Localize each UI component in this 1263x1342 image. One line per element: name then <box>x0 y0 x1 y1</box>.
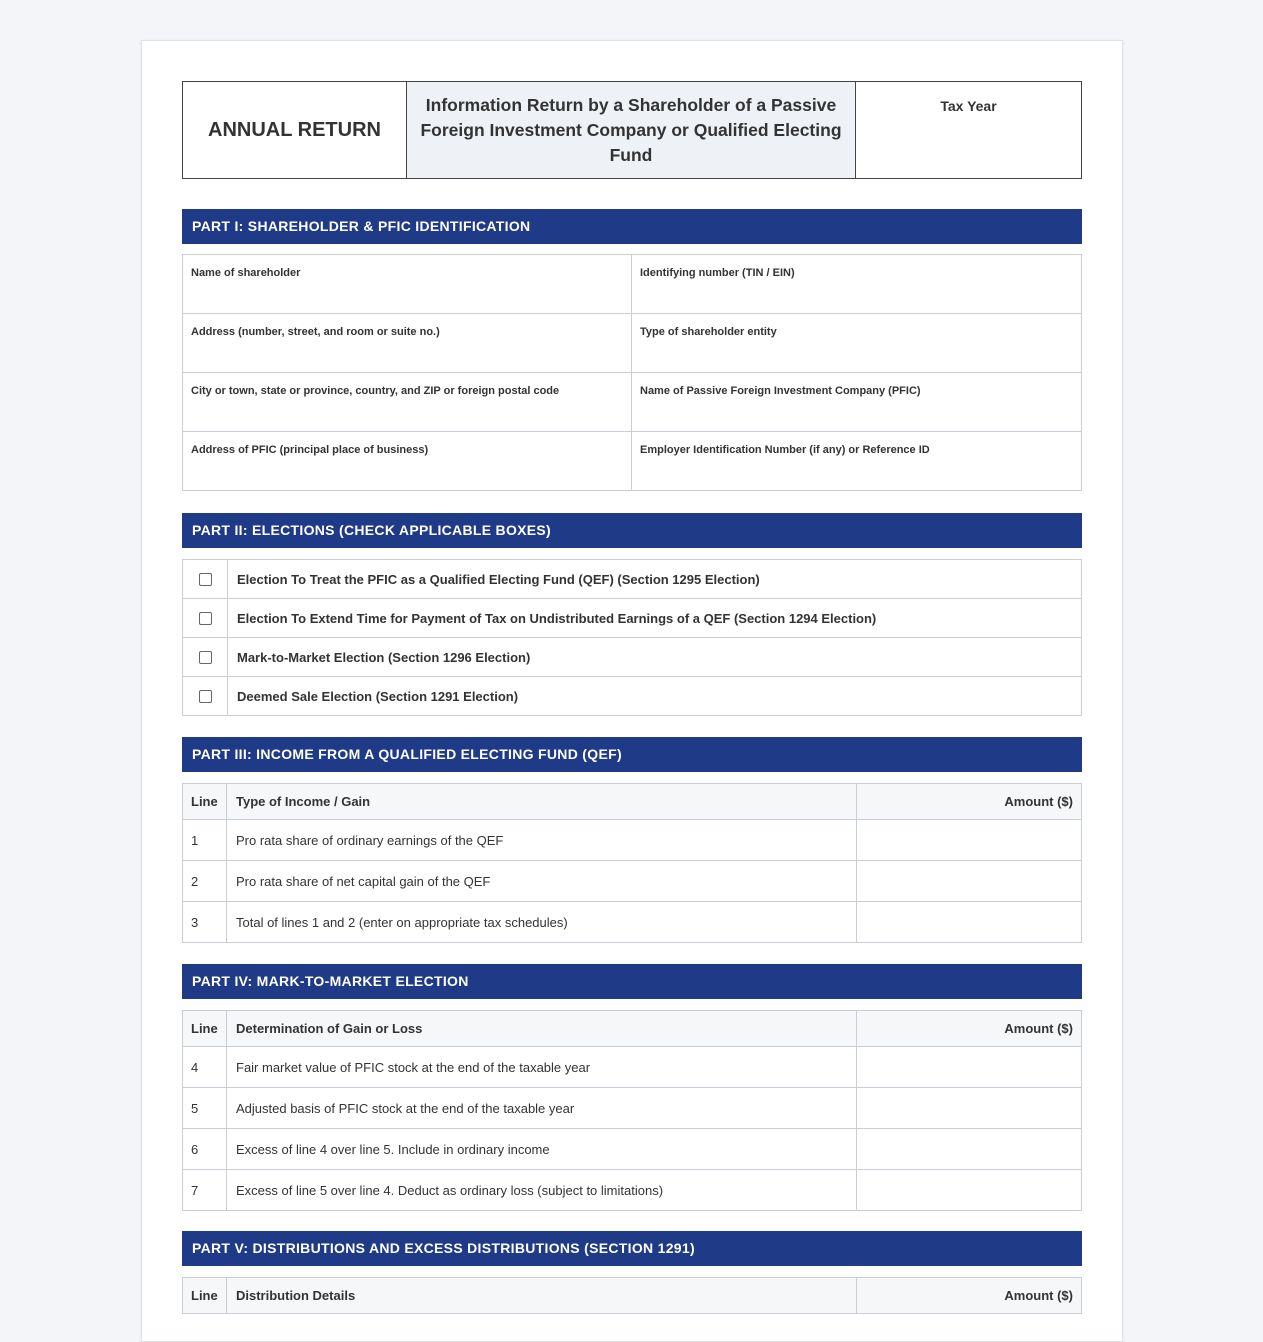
amount-input[interactable] <box>857 1129 1081 1169</box>
election-label: Election To Extend Time for Payment of Tax on Undistributed Earnings of a QEF (Section 1294 Election) <box>237 610 877 626</box>
deemed-sale-election-checkbox[interactable] <box>199 690 212 703</box>
part5-heading: PART V: DISTRIBUTIONS AND EXCESS DISTRIBUTIONS (SECTION 1291) <box>182 1231 1082 1266</box>
line-number: 6 <box>183 1129 227 1169</box>
line-description: Excess of line 4 over line 5. Include in ordinary income <box>227 1129 857 1169</box>
pfic-name-field[interactable] <box>632 373 1081 431</box>
election-label: Mark-to-Market Election (Section 1296 Election) <box>237 649 531 665</box>
field-label: Name of Passive Foreign Investment Company (PFIC) <box>640 385 921 397</box>
form-title: Information Return by a Shareholder of a Passive Foreign Investment Company or Qualified Electing Fund <box>407 82 856 178</box>
table-row <box>183 1170 1081 1210</box>
tax-year-label: Tax Year <box>940 98 997 114</box>
table-header-row <box>183 784 1081 820</box>
line-number: 1 <box>183 820 227 860</box>
field-label: City or town, state or province, country, and ZIP or foreign postal code <box>191 385 560 397</box>
identification-grid <box>182 254 1082 491</box>
qef-income-table <box>182 783 1082 943</box>
amount-input[interactable] <box>857 820 1081 860</box>
shareholder-entity-type-field[interactable] <box>632 314 1081 372</box>
line-number: 4 <box>183 1047 227 1087</box>
mark-to-market-table <box>182 1010 1082 1211</box>
mark-to-market-election-checkbox[interactable] <box>199 651 212 664</box>
table-row <box>183 1047 1081 1088</box>
part2-heading: PART II: ELECTIONS (CHECK APPLICABLE BOXES) <box>182 513 1082 548</box>
field-label: Address (number, street, and room or suite no.) <box>191 326 440 338</box>
amount-input[interactable] <box>857 1047 1081 1087</box>
line-number: 5 <box>183 1088 227 1128</box>
identifying-number-field[interactable] <box>632 255 1081 313</box>
field-label: Type of shareholder entity <box>640 326 777 338</box>
amount-input[interactable] <box>857 1088 1081 1128</box>
part4-heading: PART IV: MARK-TO-MARKET ELECTION <box>182 964 1082 999</box>
city-state-zip-field[interactable] <box>183 373 632 431</box>
election-label: Election To Treat the PFIC as a Qualified Electing Fund (QEF) (Section 1295 Election) <box>237 571 760 587</box>
description-column-header: Distribution Details <box>227 1278 857 1313</box>
amount-column-header: Amount ($) <box>1004 1021 1073 1036</box>
line-number: 2 <box>183 861 227 901</box>
part3-heading: PART III: INCOME FROM A QUALIFIED ELECTING FUND (QEF) <box>182 737 1082 772</box>
line-column-header: Line <box>183 1011 227 1046</box>
amount-column-header: Amount ($) <box>1004 794 1073 809</box>
tax-year-field[interactable] <box>856 82 1081 178</box>
line-column-header: Line <box>183 1278 227 1313</box>
form-sheet <box>141 40 1123 1342</box>
description-column-header: Type of Income / Gain <box>227 784 857 819</box>
amount-input[interactable] <box>857 1170 1081 1210</box>
election-row <box>183 560 1081 599</box>
table-row <box>183 1088 1081 1129</box>
extend-time-election-checkbox[interactable] <box>199 612 212 625</box>
qef-election-checkbox[interactable] <box>199 573 212 586</box>
amount-column-header: Amount ($) <box>1004 1288 1073 1303</box>
form-type-label: ANNUAL RETURN <box>183 82 407 178</box>
table-header-row <box>183 1011 1081 1047</box>
table-row <box>183 902 1081 942</box>
table-row <box>183 861 1081 902</box>
election-row <box>183 638 1081 677</box>
line-column-header: Line <box>183 784 227 819</box>
line-number: 7 <box>183 1170 227 1210</box>
field-label: Name of shareholder <box>191 267 301 279</box>
line-description: Total of lines 1 and 2 (enter on appropriate tax schedules) <box>227 902 857 942</box>
pfic-ein-field[interactable] <box>632 432 1081 490</box>
election-row <box>183 677 1081 715</box>
amount-input[interactable] <box>857 861 1081 901</box>
line-description: Adjusted basis of PFIC stock at the end of the taxable year <box>227 1088 857 1128</box>
line-description: Pro rata share of net capital gain of the QEF <box>227 861 857 901</box>
description-column-header: Determination of Gain or Loss <box>227 1011 857 1046</box>
table-row <box>183 1129 1081 1170</box>
line-description: Excess of line 5 over line 4. Deduct as ordinary loss (subject to limitations) <box>227 1170 857 1210</box>
field-label: Address of PFIC (principal place of business) <box>191 444 429 456</box>
shareholder-address-field[interactable] <box>183 314 632 372</box>
line-description: Fair market value of PFIC stock at the end of the taxable year <box>227 1047 857 1087</box>
form-header <box>182 81 1082 179</box>
shareholder-name-field[interactable] <box>183 255 632 313</box>
election-row <box>183 599 1081 638</box>
election-label: Deemed Sale Election (Section 1291 Election) <box>237 688 519 704</box>
table-row <box>183 820 1081 861</box>
elections-table <box>182 559 1082 716</box>
pfic-address-field[interactable] <box>183 432 632 490</box>
field-label: Identifying number (TIN / EIN) <box>640 267 795 279</box>
part1-heading: PART I: SHAREHOLDER & PFIC IDENTIFICATION <box>182 209 1082 244</box>
amount-input[interactable] <box>857 902 1081 942</box>
field-label: Employer Identification Number (if any) or Reference ID <box>640 444 930 456</box>
line-description: Pro rata share of ordinary earnings of the QEF <box>227 820 857 860</box>
line-number: 3 <box>183 902 227 942</box>
